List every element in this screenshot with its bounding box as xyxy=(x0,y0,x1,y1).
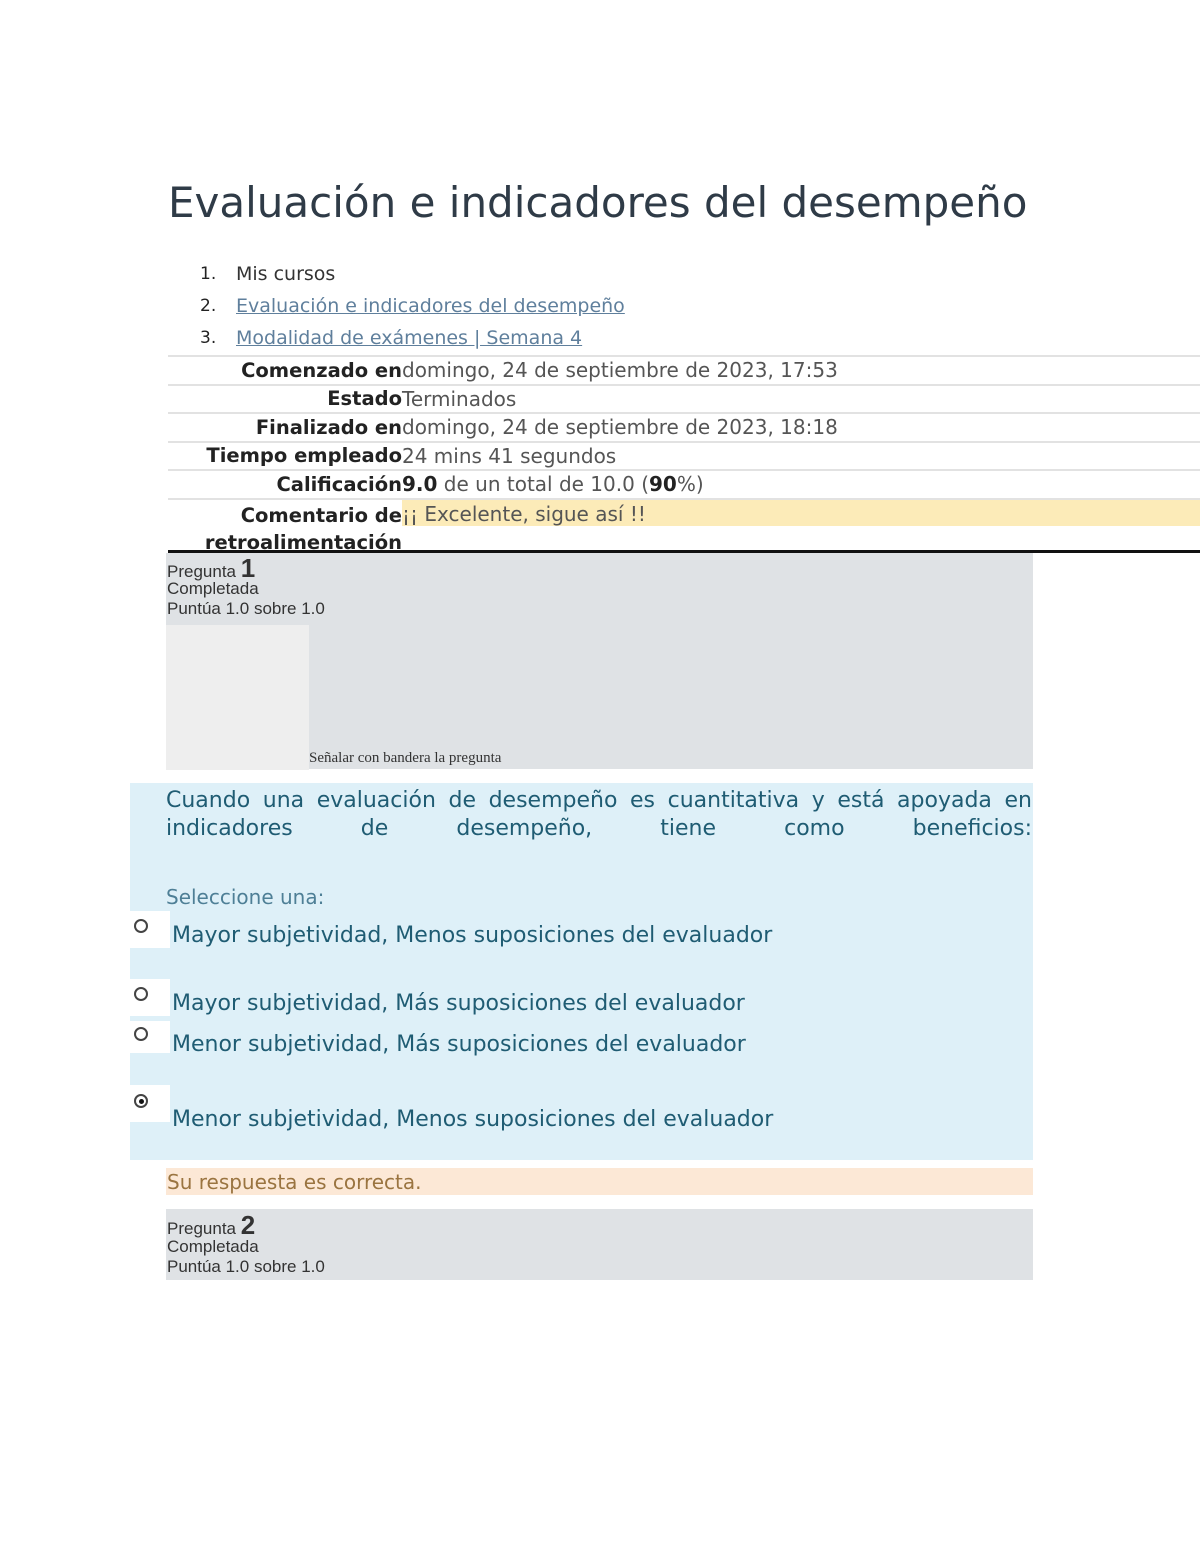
feedback-value: ¡¡ Excelente, sigue así !! xyxy=(402,500,1200,526)
question-1-state: Completada xyxy=(167,579,259,598)
summary-row-state xyxy=(168,384,1200,413)
answer-option-label[interactable]: Menor subjetividad, Menos suposiciones del evaluador xyxy=(172,1107,774,1132)
feedback-label-line-1: Comentario de xyxy=(240,503,402,527)
attempt-summary-table xyxy=(168,355,1200,553)
breadcrumb-link-course[interactable]: Evaluación e indicadores del desempeño xyxy=(236,295,625,317)
question-1-mark: Puntúa 1.0 sobre 1.0 xyxy=(167,599,325,618)
question-number: 1 xyxy=(240,553,256,583)
question-1-content xyxy=(130,783,1033,1160)
answer-outcome: Su respuesta es correcta. xyxy=(166,1168,1033,1195)
grade-label: Calificación xyxy=(276,472,402,496)
radio-button-icon[interactable] xyxy=(134,1027,148,1041)
started-label: Comenzado en xyxy=(241,358,402,382)
question-1-text: Cuando una evaluación de desempeño es cuantitativa y está apoyada en indicadores de desempeño, tiene como beneficios: xyxy=(166,788,1032,841)
grade-score: 9.0 xyxy=(402,472,438,497)
question-1-heading xyxy=(166,553,1033,583)
grade-percent: 90 xyxy=(649,472,677,497)
grade-total-text: de un total de 10.0 ( xyxy=(437,472,649,497)
feedback-label xyxy=(168,500,402,556)
breadcrumb-number: 3. xyxy=(200,328,217,348)
finished-label: Finalizado en xyxy=(255,415,402,439)
breadcrumb-label[interactable]: Mis cursos xyxy=(236,263,336,285)
breadcrumb-item-my-courses[interactable] xyxy=(200,258,625,290)
state-label: Estado xyxy=(327,387,402,411)
answer-option-label[interactable]: Mayor subjetividad, Más suposiciones del evaluador xyxy=(172,991,745,1016)
page-title: Evaluación e indicadores del desempeño xyxy=(168,178,1028,227)
finished-value: domingo, 24 de septiembre de 2023, 18:18 xyxy=(402,415,838,440)
summary-row-started xyxy=(168,355,1200,384)
summary-row-time xyxy=(168,441,1200,470)
flag-question-link[interactable]: Señalar con bandera la pregunta xyxy=(309,750,502,766)
question-2-state: Completada xyxy=(167,1237,259,1256)
started-value: domingo, 24 de septiembre de 2023, 17:53 xyxy=(402,358,838,383)
grade-value xyxy=(402,472,1200,496)
grade-percent-suffix: %) xyxy=(676,472,704,497)
question-2-mark: Puntúa 1.0 sobre 1.0 xyxy=(167,1257,325,1276)
summary-row-finished xyxy=(168,412,1200,441)
breadcrumb-number: 1. xyxy=(200,264,217,284)
answer-prompt: Seleccione una: xyxy=(166,885,325,909)
feedback-label-line-2: retroalimentación xyxy=(204,530,402,554)
answer-option-label[interactable]: Menor subjetividad, Más suposiciones del evaluador xyxy=(172,1032,746,1057)
question-prefix: Pregunta xyxy=(167,1219,241,1238)
question-2-info xyxy=(166,1209,1033,1280)
answer-option-label[interactable]: Mayor subjetividad, Menos suposiciones del evaluador xyxy=(172,923,773,948)
breadcrumb-item-course[interactable] xyxy=(200,290,625,322)
radio-button-icon[interactable] xyxy=(134,987,148,1001)
question-2-heading xyxy=(166,1209,1033,1240)
time-label: Tiempo empleado xyxy=(206,444,402,468)
breadcrumb-link-exam-mode[interactable]: Modalidad de exámenes | Semana 4 xyxy=(236,327,583,349)
state-value: Terminados xyxy=(402,386,517,411)
breadcrumb-number: 2. xyxy=(200,296,217,316)
question-1-flag-pane xyxy=(166,625,309,770)
breadcrumb xyxy=(200,258,625,354)
question-number: 2 xyxy=(240,1210,256,1240)
summary-row-grade xyxy=(168,469,1200,498)
radio-button-checked-icon[interactable] xyxy=(134,1094,148,1108)
breadcrumb-item-exam-mode[interactable] xyxy=(200,322,625,354)
radio-button-icon[interactable] xyxy=(134,919,148,933)
time-value: 24 mins 41 segundos xyxy=(402,443,617,468)
summary-row-feedback xyxy=(168,498,1200,553)
question-prefix: Pregunta xyxy=(167,562,241,581)
question-1-info xyxy=(166,553,1033,769)
